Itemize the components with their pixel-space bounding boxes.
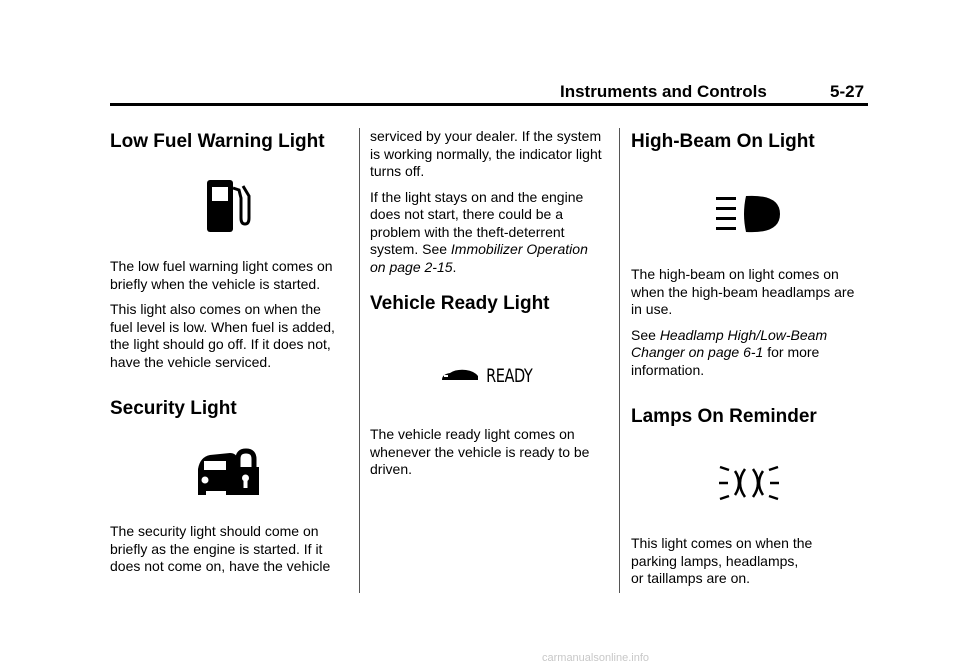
lamps-on-heading: Lamps On Reminder bbox=[631, 406, 817, 427]
page-number: 5-27 bbox=[830, 82, 865, 101]
headlamp-changer-reference: Headlamp High/Low-Beam Changer on page 6-1 bbox=[631, 326, 828, 360]
lamps-on-line-2: parking lamps, headlamps, bbox=[631, 552, 799, 569]
immobilizer-reference: Immobilizer Operation on page 2-15 bbox=[370, 241, 588, 275]
security-heading: Security Light bbox=[110, 398, 237, 419]
high-beam-heading: High-Beam On Light bbox=[631, 131, 815, 152]
lamps-on-para bbox=[631, 535, 867, 588]
security-para-2-text: If the light stays on and the engine does not start, there could be a problem with the theft-deterrent system. See bbox=[370, 188, 584, 257]
high-beam-para-2-end: for more information. bbox=[631, 344, 820, 378]
high-beam-para-2 bbox=[631, 327, 867, 380]
security-para-1: The security light should come on briefly as the engine is started. If it does not come on, have the vehicle bbox=[110, 523, 331, 574]
ready-label: READY bbox=[485, 365, 533, 387]
footer-watermark: carmanualsonline.info bbox=[542, 652, 650, 664]
vehicle-ready-heading: Vehicle Ready Light bbox=[370, 293, 550, 314]
column-divider-2 bbox=[619, 128, 620, 593]
column-3 bbox=[631, 130, 867, 588]
section-title: Instruments and Controls bbox=[560, 82, 767, 101]
car-ready-icon bbox=[370, 364, 606, 388]
car-lock-icon bbox=[110, 447, 346, 499]
vehicle-ready-para-1: The vehicle ready light comes on whenever the vehicle is ready to be driven. bbox=[370, 426, 590, 477]
security-continued-para-2 bbox=[370, 189, 606, 277]
low-fuel-para-2: This light also comes on when the fuel level is low. When fuel is added, the light should go off. If it does not, have the vehicle serviced. bbox=[110, 301, 335, 370]
parking-lamps-icon bbox=[631, 463, 867, 505]
fuel-pump-icon bbox=[110, 178, 346, 238]
lamps-on-line-1: This light comes on when the bbox=[631, 535, 813, 551]
low-fuel-heading: Low Fuel Warning Light bbox=[110, 131, 325, 152]
high-beam-see: See bbox=[631, 326, 660, 343]
lamps-on-line-3: or taillamps are on. bbox=[631, 570, 751, 586]
security-continued-para-1: serviced by your dealer. If the system is working normally, the indicator light turns off. bbox=[370, 128, 602, 179]
high-beam-icon bbox=[631, 194, 867, 236]
column-2 bbox=[370, 128, 606, 479]
column-divider-1 bbox=[359, 128, 360, 593]
high-beam-para-1: The high-beam on light comes on when the high-beam headlamps are in use. bbox=[631, 266, 855, 317]
column-1 bbox=[110, 130, 346, 576]
header-rule bbox=[110, 103, 868, 106]
low-fuel-para-1: The low fuel warning light comes on briefly when the vehicle is started. bbox=[110, 258, 333, 292]
security-para-2-end: . bbox=[452, 258, 457, 275]
